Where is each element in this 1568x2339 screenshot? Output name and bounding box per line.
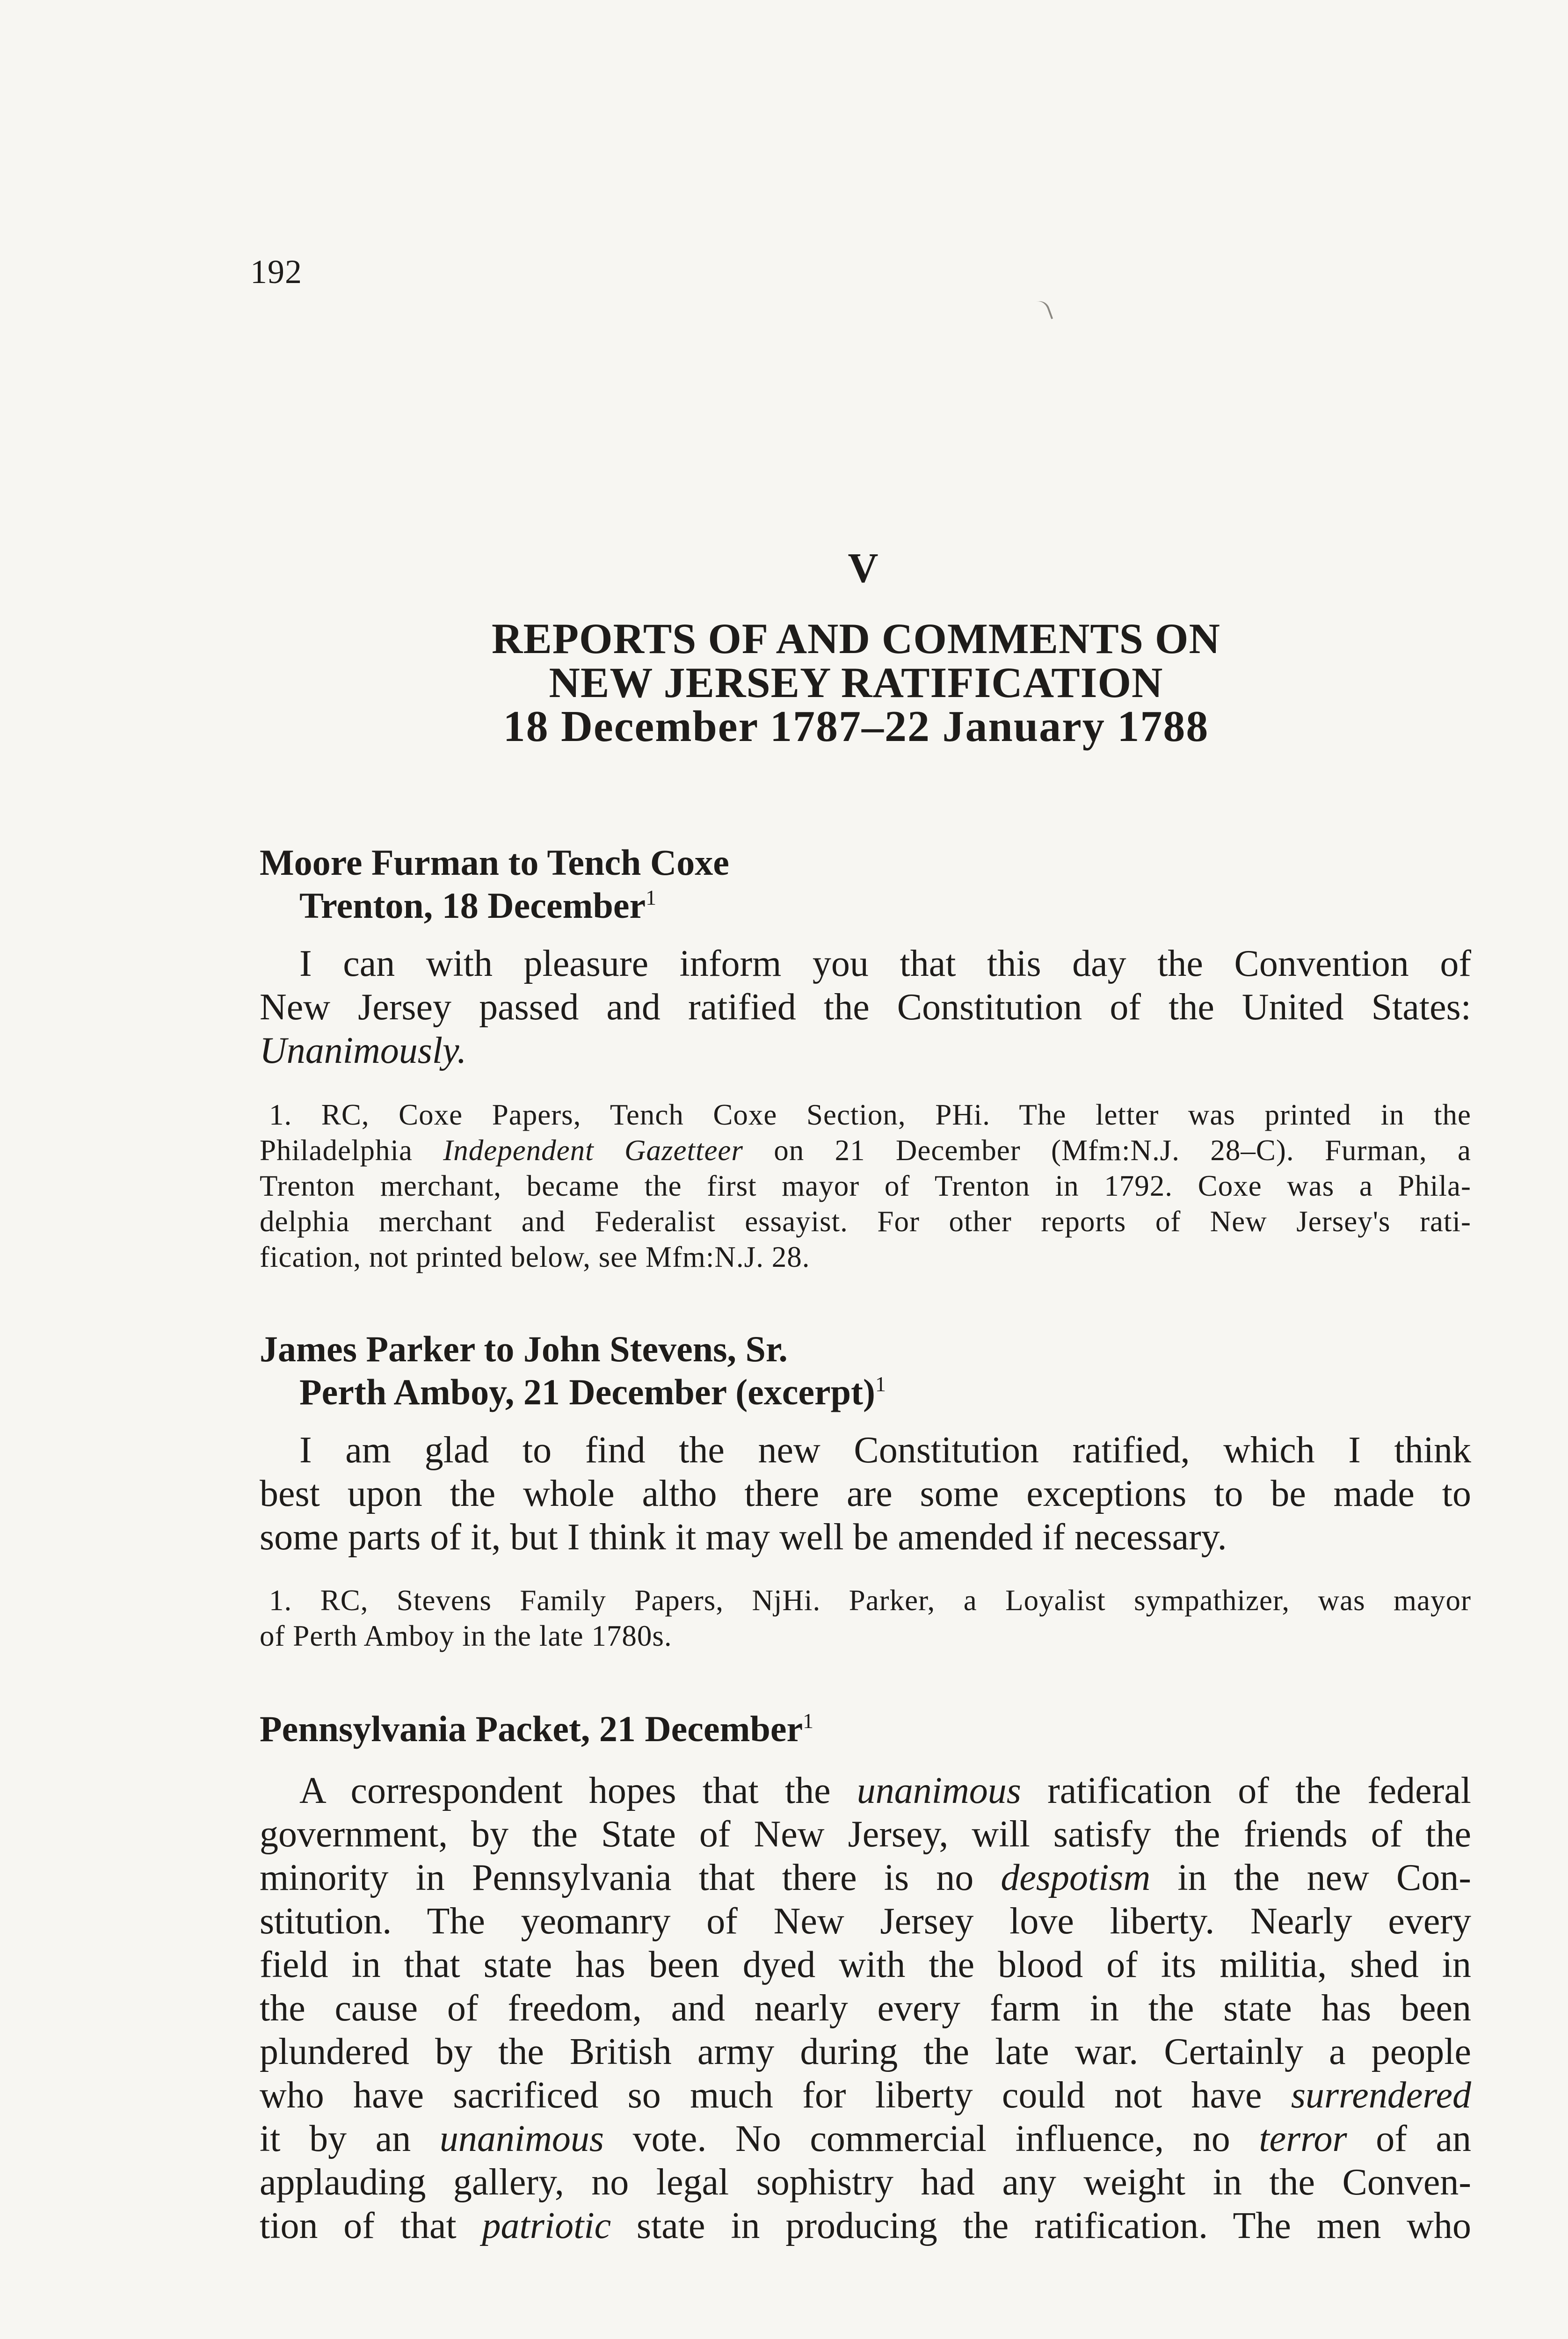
body-line: I can with pleasure inform you that this day the Convention of bbox=[299, 943, 1471, 984]
body-line: plundered by the British army during the late war. Certainly a people bbox=[260, 2031, 1471, 2072]
document-parker-to-stevens bbox=[260, 1328, 1471, 1654]
footnote-line: fication, not printed below, see Mfm:N.J. 28. bbox=[260, 1241, 810, 1273]
footnote-line: delphia merchant and Federalist essayist. For other reports of New Jersey's rati- bbox=[260, 1205, 1471, 1238]
chapter-title bbox=[444, 615, 1268, 751]
footnote-line: Trenton merchant, became the first mayor of Trenton in 1792. Coxe was a Phila- bbox=[260, 1170, 1471, 1202]
body-line: Unanimously. bbox=[260, 1030, 467, 1071]
chapter-title-line: REPORTS OF AND COMMENTS ON bbox=[492, 615, 1220, 662]
footnote-ref: 1 bbox=[875, 1372, 886, 1396]
document-heading: Moore Furman to Tench Coxe bbox=[260, 842, 729, 883]
body-line: applauding gallery, no legal sophistry had any weight in the Conven- bbox=[260, 2162, 1471, 2203]
footnote bbox=[260, 1583, 1471, 1654]
document-pennsylvania-packet bbox=[260, 1707, 1471, 2248]
footnote-line: Philadelphia Independent Gazetteer on 21 December (Mfm:N.J. 28–C). Furman, a bbox=[260, 1134, 1471, 1167]
body-line: minority in Pennsylvania that there is no despotism in the new Con- bbox=[260, 1857, 1471, 1898]
body-line: tion of that patriotic state in producing the ratification. The men who bbox=[260, 2205, 1471, 2246]
document-heading: Pennsylvania Packet, 21 December$^1$ bbox=[260, 1708, 814, 1749]
footnote-line: of Perth Amboy in the late 1780s. bbox=[260, 1620, 672, 1652]
body-line: who have sacrificed so much for liberty could not have surrendered bbox=[260, 2075, 1471, 2116]
chapter-date-range: 18 December 1787–22 January 1788 bbox=[503, 702, 1209, 751]
body-line: some parts of it, but I think it may well be amended if necessary. bbox=[260, 1517, 1227, 1558]
footnote-line: 1. RC, Coxe Papers, Tench Coxe Section, PHi. The letter was printed in the bbox=[269, 1098, 1471, 1131]
body-line: field in that state has been dyed with the blood of its militia, shed in bbox=[260, 1944, 1471, 1985]
document-place-date: Trenton, 18 December$^1$ bbox=[299, 885, 657, 926]
document-body bbox=[260, 1769, 1471, 2248]
body-line: best upon the whole altho there are some exceptions to be made to bbox=[260, 1473, 1471, 1514]
body-line: I am glad to find the new Constitution ratified, which I think bbox=[299, 1430, 1471, 1471]
document-furman-to-coxe bbox=[260, 841, 1471, 1275]
footnote bbox=[260, 1097, 1471, 1275]
body-line: government, by the State of New Jersey, will satisfy the friends of the bbox=[260, 1814, 1471, 1855]
stray-ink-mark bbox=[1036, 298, 1053, 322]
page-number: 192 bbox=[250, 253, 302, 291]
chapter-title-line: NEW JERSEY RATIFICATION bbox=[549, 659, 1163, 706]
footnote-ref: 1 bbox=[803, 1709, 814, 1733]
document-body bbox=[260, 1429, 1471, 1559]
body-line: stitution. The yeomanry of New Jersey love liberty. Nearly every bbox=[260, 1901, 1471, 1942]
footnote-ref: 1 bbox=[646, 886, 657, 909]
footnote-line: 1. RC, Stevens Family Papers, NjHi. Parker, a Loyalist sympathizer, was mayor bbox=[269, 1584, 1471, 1617]
body-line: the cause of freedom, and nearly every farm in the state has been bbox=[260, 1988, 1471, 2029]
document-place-date: Perth Amboy, 21 December (excerpt)$^1$ bbox=[299, 1372, 886, 1412]
body-line: it by an unanimous vote. No commercial influence, no terror of an bbox=[260, 2118, 1472, 2159]
body-line: New Jersey passed and ratified the Constitution of the United States: bbox=[260, 987, 1471, 1028]
body-line: A correspondent hopes that the unanimous ratification of the federal bbox=[299, 1770, 1472, 1811]
chapter-roman-numeral: V bbox=[848, 545, 878, 591]
document-heading: James Parker to John Stevens, Sr. bbox=[260, 1329, 788, 1369]
document-body bbox=[260, 942, 1471, 1073]
